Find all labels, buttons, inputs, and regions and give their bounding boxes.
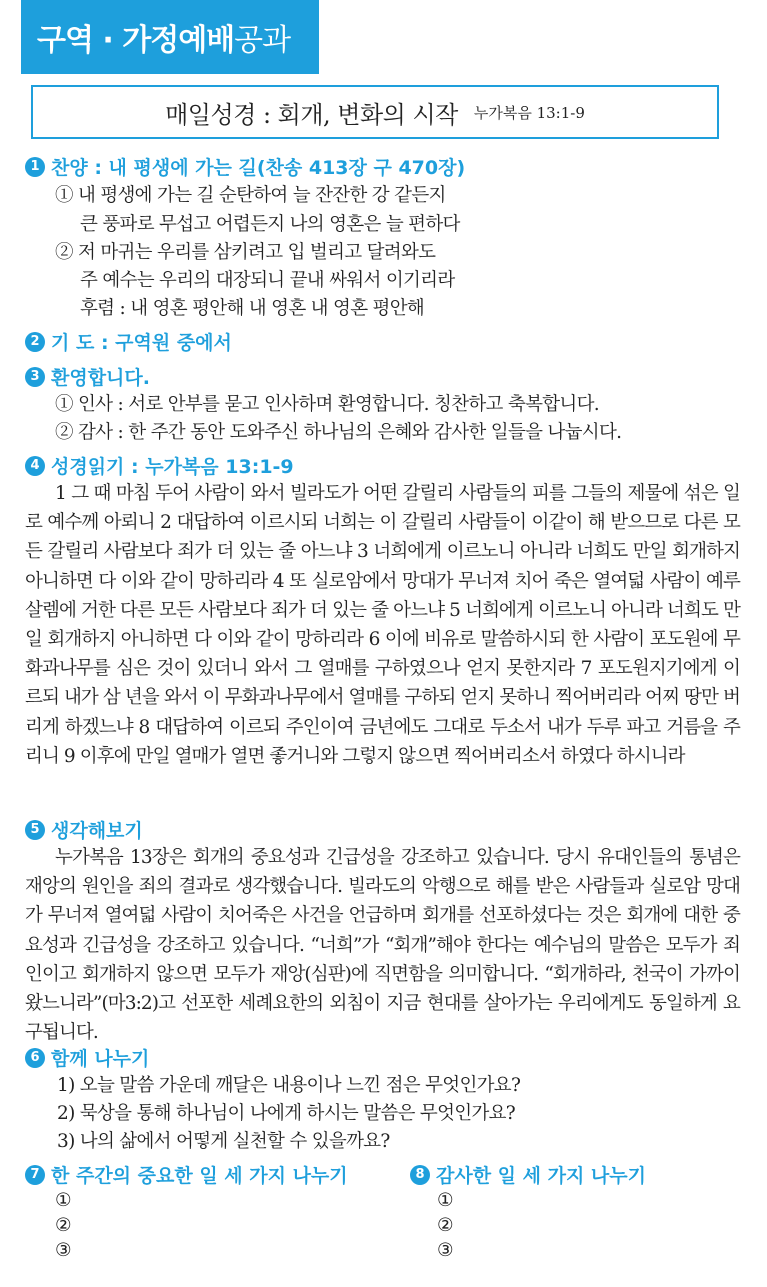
section-hymn-heading	[25, 153, 465, 180]
section-share-heading	[25, 1044, 149, 1071]
hymn-line: 주 예수는 우리의 대장되니 끝내 싸워서 이기리라	[80, 270, 455, 291]
section-title: 한 주간의 중요한 일 세 가지 나누기	[51, 1165, 348, 1187]
section-title: 환영합니다.	[51, 367, 150, 389]
thanks-item: ①	[437, 1190, 453, 1211]
hymn-line: 큰 풍파로 무섭고 어렵든지 나의 영혼은 늘 편하다	[80, 214, 460, 235]
weekly-item: ②	[55, 1215, 71, 1236]
scripture-text: 1 그 때 마침 두어 사람이 와서 빌라도가 어떤 갈릴리 사람들의 피를 그들의 제물에 섞은 일로 예수께 아뢰니 2 대답하여 이르시되 너희는 이 갈릴리 사람들이 이같이 해 받으므로 다른 모든 갈릴리 사람보다 죄가 더 있는 줄 아느냐 3 너희에게 이르노니 아니라 너희도 만일 회개하지 아니하면 다 이와 같이 망하리라 4 또 실로암에서 망대가 무너져 치어 죽은 열여덟 사람이 예루살렘에 거한 다른 모든 사람보다 죄가 더 있는 줄 아느냐 5 너희에게 이르노니 아니라 너희도 만일 회개하지 아니하면 다 이와 같이 망하리라 6 이에 비유로 말씀하시되 한 사람이 포도원에 무화과나무를 심은 것이 있더니 와서 그 열매를 구하였으나 얻지 못한지라 7 포도원지기에게 이르되 내가 삼 년을 와서 이 무화과나무에서 열매를 구하되 얻지 못하니 찍어버리라 어찌 땅만 버리게 하겠느냐 8 대답하여 이르되 주인이여 금년에도 그대로 두소서 내가 두루 파고 거름을 주리니 9 이후에 만일 열매가 열면 좋거니와 그렇지 않으면 찍어버리소서 하였다 하시니라	[25, 483, 740, 767]
hymn-line: ① 내 평생에 가는 길 순탄하여 늘 잔잔한 강 같든지	[55, 185, 446, 206]
welcome-line: ② 감사 : 한 주간 동안 도와주신 하나님의 은혜와 감사한 일들을 나눕시다.	[55, 422, 622, 443]
section-number-badge: 7	[25, 1165, 45, 1185]
section-title: 감사한 일 세 가지 나누기	[436, 1165, 646, 1187]
section-title: 함께 나누기	[51, 1048, 150, 1070]
thanks-item: ②	[437, 1215, 453, 1236]
thanks-item: ③	[437, 1240, 453, 1261]
section-weekly-heading	[25, 1161, 348, 1188]
section-number-badge: 3	[25, 367, 45, 387]
section-title: 기 도 : 구역원 중에서	[51, 332, 232, 354]
hymn-refrain: 후렴 : 내 영혼 평안해 내 영혼 내 영혼 평안해	[80, 298, 425, 319]
share-question: 2) 묵상을 통해 하나님이 나에게 하시는 말씀은 무엇인가요?	[57, 1103, 516, 1124]
weekly-item: ③	[55, 1240, 71, 1261]
section-number-badge: 6	[25, 1048, 45, 1068]
section-title: 생각해보기	[51, 820, 143, 842]
section-number-badge: 2	[25, 332, 45, 352]
section-prayer-heading	[25, 328, 232, 355]
section-welcome-heading	[25, 363, 150, 390]
section-title: 찬양 : 내 평생에 가는 길(찬송 413장 구 470장)	[51, 157, 466, 179]
section-number-badge: 8	[410, 1165, 430, 1185]
lesson-title-box	[31, 85, 719, 139]
header-title-suffix: 공과	[234, 23, 291, 58]
header-banner	[21, 0, 319, 74]
header-title: 구역 · 가정예배	[37, 23, 235, 58]
section-reading-heading	[25, 452, 294, 479]
lesson-title: 매일성경 : 회개, 변화의 시작	[165, 100, 458, 129]
lesson-reference: 누가복음 13:1-9	[473, 103, 585, 122]
weekly-item: ①	[55, 1190, 71, 1211]
section-title: 성경읽기 : 누가복음 13:1-9	[51, 456, 294, 478]
section-number-badge: 5	[25, 820, 45, 840]
section-thanks-heading	[410, 1161, 646, 1188]
hymn-line: ② 저 마귀는 우리를 삼키려고 입 벌리고 달려와도	[55, 242, 436, 263]
section-reflection-heading	[25, 816, 143, 843]
section-number-badge: 4	[25, 456, 45, 476]
share-question: 3) 나의 삶에서 어떻게 실천할 수 있을까요?	[57, 1131, 390, 1152]
share-question: 1) 오늘 말씀 가운데 깨달은 내용이나 느낀 점은 무엇인가요?	[57, 1075, 521, 1096]
welcome-line: ① 인사 : 서로 안부를 묻고 인사하며 환영합니다. 칭찬하고 축복합니다.	[55, 394, 599, 415]
section-number-badge: 1	[25, 157, 45, 177]
reflection-text: 누가복음 13장은 회개의 중요성과 긴급성을 강조하고 있습니다. 당시 유대인들의 통념은 재앙의 원인을 죄의 결과로 생각했습니다. 빌라도의 악행으로 해를 받은 사람들과 실로암 망대가 무너져 열여덟 사람이 치어죽은 사건을 언급하며 회개를 선포하셨다는 것은 회개에 대한 중요성과 긴급성을 강조하고 있습니다. “너희”가 “회개”해야 한다는 예수님의 말씀은 모두가 죄인이고 회개하지 않으면 모두가 재앙(심판)에 직면함을 의미합니다. “회개하라, 천국이 가까이 왔느니라”(마3:2)고 선포한 세례요한의 외침이 지금 현대를 살아가는 우리에게도 동일하게 요구됩니다.	[25, 847, 740, 1044]
